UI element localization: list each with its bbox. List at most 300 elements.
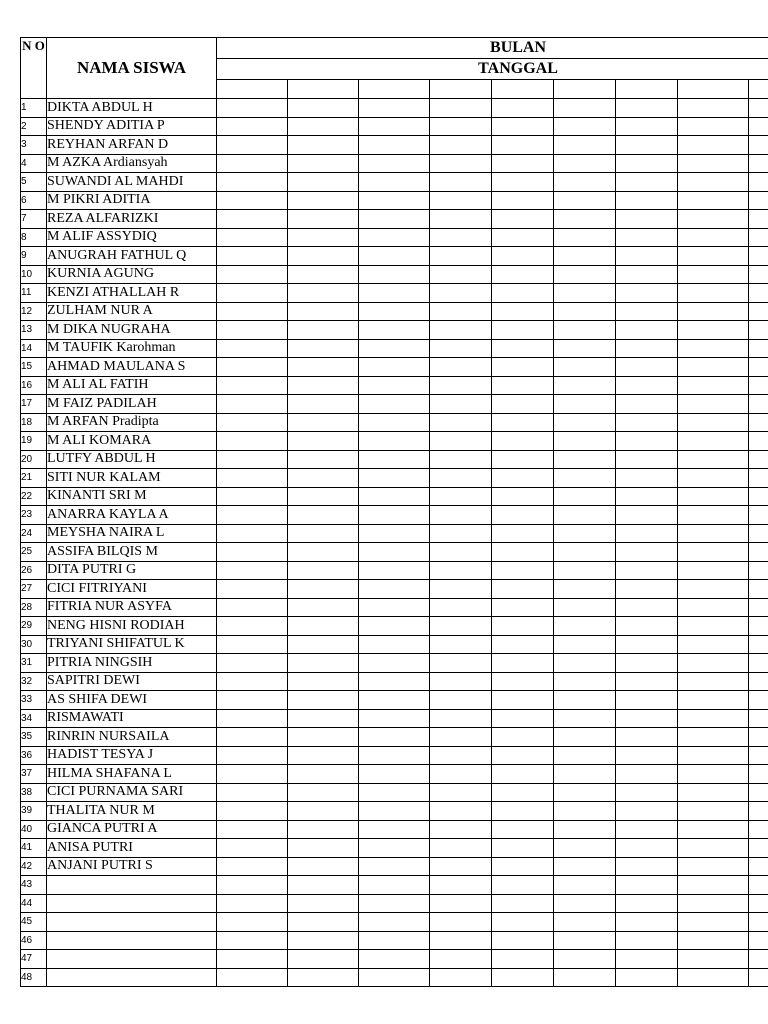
attendance-cell[interactable]: [616, 154, 678, 173]
attendance-cell[interactable]: [492, 487, 554, 506]
attendance-cell[interactable]: [492, 691, 554, 710]
attendance-cell[interactable]: [217, 450, 288, 469]
attendance-cell[interactable]: [678, 358, 749, 377]
attendance-cell[interactable]: [749, 469, 768, 488]
attendance-cell[interactable]: [288, 321, 359, 340]
attendance-cell[interactable]: [288, 358, 359, 377]
attendance-cell[interactable]: [359, 395, 430, 414]
attendance-cell[interactable]: [217, 321, 288, 340]
attendance-cell[interactable]: [359, 950, 430, 969]
date-header-cell[interactable]: [749, 80, 768, 99]
attendance-cell[interactable]: [217, 561, 288, 580]
attendance-cell[interactable]: [749, 154, 768, 173]
attendance-cell[interactable]: [359, 783, 430, 802]
attendance-cell[interactable]: [749, 950, 768, 969]
attendance-cell[interactable]: [749, 228, 768, 247]
attendance-cell[interactable]: [217, 247, 288, 266]
attendance-cell[interactable]: [217, 524, 288, 543]
attendance-cell[interactable]: [678, 746, 749, 765]
attendance-cell[interactable]: [217, 857, 288, 876]
date-header-cell[interactable]: [359, 80, 430, 99]
attendance-cell[interactable]: [217, 543, 288, 562]
attendance-cell[interactable]: [616, 580, 678, 599]
attendance-cell[interactable]: [749, 302, 768, 321]
attendance-cell[interactable]: [749, 857, 768, 876]
attendance-cell[interactable]: [616, 284, 678, 303]
attendance-cell[interactable]: [288, 931, 359, 950]
attendance-cell[interactable]: [616, 746, 678, 765]
attendance-cell[interactable]: [678, 432, 749, 451]
attendance-cell[interactable]: [749, 173, 768, 192]
attendance-cell[interactable]: [554, 765, 616, 784]
attendance-cell[interactable]: [616, 358, 678, 377]
attendance-cell[interactable]: [678, 487, 749, 506]
attendance-cell[interactable]: [288, 635, 359, 654]
attendance-cell[interactable]: [288, 709, 359, 728]
attendance-cell[interactable]: [678, 247, 749, 266]
attendance-cell[interactable]: [616, 487, 678, 506]
attendance-cell[interactable]: [616, 413, 678, 432]
attendance-cell[interactable]: [217, 783, 288, 802]
attendance-cell[interactable]: [288, 302, 359, 321]
attendance-cell[interactable]: [678, 321, 749, 340]
attendance-cell[interactable]: [492, 820, 554, 839]
attendance-cell[interactable]: [616, 506, 678, 525]
attendance-cell[interactable]: [217, 99, 288, 118]
attendance-cell[interactable]: [616, 783, 678, 802]
attendance-cell[interactable]: [217, 136, 288, 155]
attendance-cell[interactable]: [430, 802, 492, 821]
attendance-cell[interactable]: [554, 99, 616, 118]
attendance-cell[interactable]: [288, 487, 359, 506]
attendance-cell[interactable]: [678, 154, 749, 173]
attendance-cell[interactable]: [217, 265, 288, 284]
attendance-cell[interactable]: [288, 543, 359, 562]
attendance-cell[interactable]: [430, 321, 492, 340]
date-header-cell[interactable]: [616, 80, 678, 99]
attendance-cell[interactable]: [616, 395, 678, 414]
attendance-cell[interactable]: [678, 876, 749, 895]
attendance-cell[interactable]: [492, 598, 554, 617]
attendance-cell[interactable]: [749, 358, 768, 377]
attendance-cell[interactable]: [430, 228, 492, 247]
attendance-cell[interactable]: [616, 876, 678, 895]
attendance-cell[interactable]: [430, 210, 492, 229]
attendance-cell[interactable]: [492, 117, 554, 136]
attendance-cell[interactable]: [749, 395, 768, 414]
attendance-cell[interactable]: [430, 876, 492, 895]
attendance-cell[interactable]: [749, 931, 768, 950]
attendance-cell[interactable]: [678, 839, 749, 858]
attendance-cell[interactable]: [359, 506, 430, 525]
attendance-cell[interactable]: [616, 302, 678, 321]
attendance-cell[interactable]: [430, 543, 492, 562]
attendance-cell[interactable]: [678, 709, 749, 728]
attendance-cell[interactable]: [359, 117, 430, 136]
attendance-cell[interactable]: [749, 487, 768, 506]
attendance-cell[interactable]: [554, 691, 616, 710]
attendance-cell[interactable]: [492, 210, 554, 229]
attendance-cell[interactable]: [430, 99, 492, 118]
attendance-cell[interactable]: [616, 839, 678, 858]
date-header-cell[interactable]: [678, 80, 749, 99]
attendance-cell[interactable]: [749, 524, 768, 543]
attendance-cell[interactable]: [217, 284, 288, 303]
attendance-cell[interactable]: [430, 173, 492, 192]
attendance-cell[interactable]: [554, 173, 616, 192]
attendance-cell[interactable]: [678, 857, 749, 876]
attendance-cell[interactable]: [288, 857, 359, 876]
attendance-cell[interactable]: [616, 617, 678, 636]
attendance-cell[interactable]: [616, 857, 678, 876]
attendance-cell[interactable]: [678, 783, 749, 802]
attendance-cell[interactable]: [217, 487, 288, 506]
attendance-cell[interactable]: [217, 302, 288, 321]
attendance-cell[interactable]: [554, 746, 616, 765]
attendance-cell[interactable]: [288, 746, 359, 765]
attendance-cell[interactable]: [492, 284, 554, 303]
attendance-cell[interactable]: [554, 117, 616, 136]
attendance-cell[interactable]: [678, 765, 749, 784]
attendance-cell[interactable]: [616, 210, 678, 229]
attendance-cell[interactable]: [217, 931, 288, 950]
attendance-cell[interactable]: [359, 358, 430, 377]
attendance-cell[interactable]: [492, 173, 554, 192]
attendance-cell[interactable]: [288, 617, 359, 636]
attendance-cell[interactable]: [554, 210, 616, 229]
attendance-cell[interactable]: [749, 561, 768, 580]
attendance-cell[interactable]: [288, 284, 359, 303]
attendance-cell[interactable]: [492, 395, 554, 414]
attendance-cell[interactable]: [288, 247, 359, 266]
attendance-cell[interactable]: [217, 469, 288, 488]
attendance-cell[interactable]: [678, 617, 749, 636]
attendance-cell[interactable]: [616, 450, 678, 469]
attendance-cell[interactable]: [430, 950, 492, 969]
attendance-cell[interactable]: [749, 598, 768, 617]
attendance-cell[interactable]: [359, 561, 430, 580]
attendance-cell[interactable]: [492, 191, 554, 210]
attendance-cell[interactable]: [492, 543, 554, 562]
attendance-cell[interactable]: [678, 210, 749, 229]
attendance-cell[interactable]: [492, 783, 554, 802]
attendance-cell[interactable]: [616, 635, 678, 654]
attendance-cell[interactable]: [492, 469, 554, 488]
attendance-cell[interactable]: [359, 302, 430, 321]
attendance-cell[interactable]: [678, 228, 749, 247]
attendance-cell[interactable]: [749, 339, 768, 358]
attendance-cell[interactable]: [554, 820, 616, 839]
attendance-cell[interactable]: [217, 376, 288, 395]
attendance-cell[interactable]: [492, 99, 554, 118]
attendance-cell[interactable]: [749, 913, 768, 932]
attendance-cell[interactable]: [492, 672, 554, 691]
attendance-cell[interactable]: [288, 450, 359, 469]
attendance-cell[interactable]: [749, 543, 768, 562]
attendance-cell[interactable]: [288, 913, 359, 932]
attendance-cell[interactable]: [616, 654, 678, 673]
attendance-cell[interactable]: [217, 191, 288, 210]
attendance-cell[interactable]: [678, 265, 749, 284]
attendance-cell[interactable]: [492, 728, 554, 747]
attendance-cell[interactable]: [217, 339, 288, 358]
attendance-cell[interactable]: [359, 728, 430, 747]
attendance-cell[interactable]: [288, 728, 359, 747]
attendance-cell[interactable]: [359, 913, 430, 932]
attendance-cell[interactable]: [616, 228, 678, 247]
attendance-cell[interactable]: [359, 802, 430, 821]
attendance-cell[interactable]: [554, 672, 616, 691]
attendance-cell[interactable]: [430, 728, 492, 747]
attendance-cell[interactable]: [430, 580, 492, 599]
attendance-cell[interactable]: [359, 839, 430, 858]
attendance-cell[interactable]: [749, 247, 768, 266]
attendance-cell[interactable]: [616, 339, 678, 358]
attendance-cell[interactable]: [554, 413, 616, 432]
attendance-cell[interactable]: [554, 321, 616, 340]
attendance-cell[interactable]: [616, 728, 678, 747]
attendance-cell[interactable]: [554, 376, 616, 395]
attendance-cell[interactable]: [616, 913, 678, 932]
attendance-cell[interactable]: [217, 432, 288, 451]
attendance-cell[interactable]: [359, 931, 430, 950]
attendance-cell[interactable]: [288, 173, 359, 192]
attendance-cell[interactable]: [678, 506, 749, 525]
attendance-cell[interactable]: [288, 598, 359, 617]
attendance-cell[interactable]: [288, 820, 359, 839]
attendance-cell[interactable]: [288, 99, 359, 118]
attendance-cell[interactable]: [678, 395, 749, 414]
date-header-cell[interactable]: [217, 80, 288, 99]
attendance-cell[interactable]: [749, 580, 768, 599]
attendance-cell[interactable]: [554, 802, 616, 821]
attendance-cell[interactable]: [492, 450, 554, 469]
attendance-cell[interactable]: [359, 709, 430, 728]
attendance-cell[interactable]: [554, 913, 616, 932]
attendance-cell[interactable]: [430, 154, 492, 173]
attendance-cell[interactable]: [749, 376, 768, 395]
attendance-cell[interactable]: [217, 820, 288, 839]
date-header-cell[interactable]: [492, 80, 554, 99]
attendance-cell[interactable]: [492, 746, 554, 765]
attendance-cell[interactable]: [616, 524, 678, 543]
attendance-cell[interactable]: [430, 913, 492, 932]
attendance-cell[interactable]: [492, 654, 554, 673]
attendance-cell[interactable]: [359, 191, 430, 210]
attendance-cell[interactable]: [678, 524, 749, 543]
attendance-cell[interactable]: [430, 672, 492, 691]
date-header-cell[interactable]: [288, 80, 359, 99]
attendance-cell[interactable]: [288, 672, 359, 691]
attendance-cell[interactable]: [616, 136, 678, 155]
attendance-cell[interactable]: [359, 691, 430, 710]
attendance-cell[interactable]: [430, 265, 492, 284]
attendance-cell[interactable]: [678, 469, 749, 488]
attendance-cell[interactable]: [288, 839, 359, 858]
attendance-cell[interactable]: [359, 968, 430, 987]
attendance-cell[interactable]: [288, 413, 359, 432]
attendance-cell[interactable]: [430, 136, 492, 155]
attendance-cell[interactable]: [359, 469, 430, 488]
attendance-cell[interactable]: [492, 136, 554, 155]
attendance-cell[interactable]: [288, 968, 359, 987]
attendance-cell[interactable]: [554, 358, 616, 377]
attendance-cell[interactable]: [678, 339, 749, 358]
attendance-cell[interactable]: [554, 857, 616, 876]
attendance-cell[interactable]: [359, 339, 430, 358]
attendance-cell[interactable]: [492, 765, 554, 784]
attendance-cell[interactable]: [554, 228, 616, 247]
attendance-cell[interactable]: [430, 857, 492, 876]
attendance-cell[interactable]: [492, 506, 554, 525]
attendance-cell[interactable]: [678, 672, 749, 691]
attendance-cell[interactable]: [554, 931, 616, 950]
attendance-cell[interactable]: [678, 931, 749, 950]
attendance-cell[interactable]: [359, 413, 430, 432]
attendance-cell[interactable]: [217, 709, 288, 728]
attendance-cell[interactable]: [616, 820, 678, 839]
attendance-cell[interactable]: [616, 99, 678, 118]
attendance-cell[interactable]: [554, 136, 616, 155]
attendance-cell[interactable]: [749, 746, 768, 765]
attendance-cell[interactable]: [492, 432, 554, 451]
attendance-cell[interactable]: [554, 968, 616, 987]
attendance-cell[interactable]: [678, 894, 749, 913]
attendance-cell[interactable]: [492, 580, 554, 599]
attendance-cell[interactable]: [554, 561, 616, 580]
attendance-cell[interactable]: [554, 524, 616, 543]
attendance-cell[interactable]: [616, 598, 678, 617]
attendance-cell[interactable]: [430, 968, 492, 987]
attendance-cell[interactable]: [492, 950, 554, 969]
attendance-cell[interactable]: [678, 543, 749, 562]
attendance-cell[interactable]: [288, 765, 359, 784]
attendance-cell[interactable]: [217, 598, 288, 617]
attendance-cell[interactable]: [288, 950, 359, 969]
attendance-cell[interactable]: [288, 265, 359, 284]
attendance-cell[interactable]: [430, 709, 492, 728]
attendance-cell[interactable]: [616, 894, 678, 913]
attendance-cell[interactable]: [749, 450, 768, 469]
attendance-cell[interactable]: [430, 654, 492, 673]
attendance-cell[interactable]: [554, 339, 616, 358]
attendance-cell[interactable]: [288, 339, 359, 358]
attendance-cell[interactable]: [217, 839, 288, 858]
attendance-cell[interactable]: [554, 395, 616, 414]
attendance-cell[interactable]: [217, 635, 288, 654]
attendance-cell[interactable]: [554, 654, 616, 673]
attendance-cell[interactable]: [749, 635, 768, 654]
attendance-cell[interactable]: [492, 154, 554, 173]
attendance-cell[interactable]: [492, 913, 554, 932]
attendance-cell[interactable]: [492, 524, 554, 543]
attendance-cell[interactable]: [217, 154, 288, 173]
attendance-cell[interactable]: [554, 709, 616, 728]
attendance-cell[interactable]: [288, 210, 359, 229]
attendance-cell[interactable]: [359, 321, 430, 340]
attendance-cell[interactable]: [492, 339, 554, 358]
attendance-cell[interactable]: [217, 228, 288, 247]
attendance-cell[interactable]: [492, 413, 554, 432]
attendance-cell[interactable]: [217, 968, 288, 987]
attendance-cell[interactable]: [554, 191, 616, 210]
attendance-cell[interactable]: [678, 99, 749, 118]
attendance-cell[interactable]: [554, 265, 616, 284]
attendance-cell[interactable]: [554, 284, 616, 303]
attendance-cell[interactable]: [430, 820, 492, 839]
attendance-cell[interactable]: [492, 931, 554, 950]
attendance-cell[interactable]: [492, 302, 554, 321]
attendance-cell[interactable]: [430, 635, 492, 654]
attendance-cell[interactable]: [359, 247, 430, 266]
attendance-cell[interactable]: [430, 783, 492, 802]
attendance-cell[interactable]: [616, 469, 678, 488]
attendance-cell[interactable]: [430, 765, 492, 784]
attendance-cell[interactable]: [359, 765, 430, 784]
attendance-cell[interactable]: [359, 432, 430, 451]
attendance-cell[interactable]: [217, 894, 288, 913]
attendance-cell[interactable]: [217, 654, 288, 673]
attendance-cell[interactable]: [554, 432, 616, 451]
attendance-cell[interactable]: [217, 358, 288, 377]
attendance-cell[interactable]: [359, 154, 430, 173]
attendance-cell[interactable]: [616, 543, 678, 562]
attendance-cell[interactable]: [288, 191, 359, 210]
attendance-cell[interactable]: [430, 339, 492, 358]
attendance-cell[interactable]: [554, 839, 616, 858]
attendance-cell[interactable]: [554, 543, 616, 562]
attendance-cell[interactable]: [749, 284, 768, 303]
attendance-cell[interactable]: [359, 210, 430, 229]
attendance-cell[interactable]: [749, 672, 768, 691]
attendance-cell[interactable]: [554, 783, 616, 802]
attendance-cell[interactable]: [217, 672, 288, 691]
attendance-cell[interactable]: [554, 154, 616, 173]
attendance-cell[interactable]: [359, 173, 430, 192]
attendance-cell[interactable]: [554, 728, 616, 747]
attendance-cell[interactable]: [554, 617, 616, 636]
attendance-cell[interactable]: [359, 228, 430, 247]
attendance-cell[interactable]: [288, 136, 359, 155]
attendance-cell[interactable]: [492, 247, 554, 266]
attendance-cell[interactable]: [749, 432, 768, 451]
attendance-cell[interactable]: [288, 654, 359, 673]
attendance-cell[interactable]: [678, 654, 749, 673]
attendance-cell[interactable]: [492, 635, 554, 654]
attendance-cell[interactable]: [430, 839, 492, 858]
attendance-cell[interactable]: [678, 950, 749, 969]
attendance-cell[interactable]: [430, 191, 492, 210]
attendance-cell[interactable]: [430, 432, 492, 451]
attendance-cell[interactable]: [430, 358, 492, 377]
attendance-cell[interactable]: [359, 598, 430, 617]
attendance-cell[interactable]: [678, 913, 749, 932]
attendance-cell[interactable]: [492, 265, 554, 284]
attendance-cell[interactable]: [678, 691, 749, 710]
attendance-cell[interactable]: [217, 395, 288, 414]
attendance-cell[interactable]: [616, 950, 678, 969]
attendance-cell[interactable]: [749, 265, 768, 284]
attendance-cell[interactable]: [288, 894, 359, 913]
attendance-cell[interactable]: [359, 746, 430, 765]
attendance-cell[interactable]: [288, 561, 359, 580]
attendance-cell[interactable]: [554, 469, 616, 488]
attendance-cell[interactable]: [678, 413, 749, 432]
attendance-cell[interactable]: [749, 783, 768, 802]
attendance-cell[interactable]: [749, 802, 768, 821]
attendance-cell[interactable]: [217, 913, 288, 932]
attendance-cell[interactable]: [492, 709, 554, 728]
